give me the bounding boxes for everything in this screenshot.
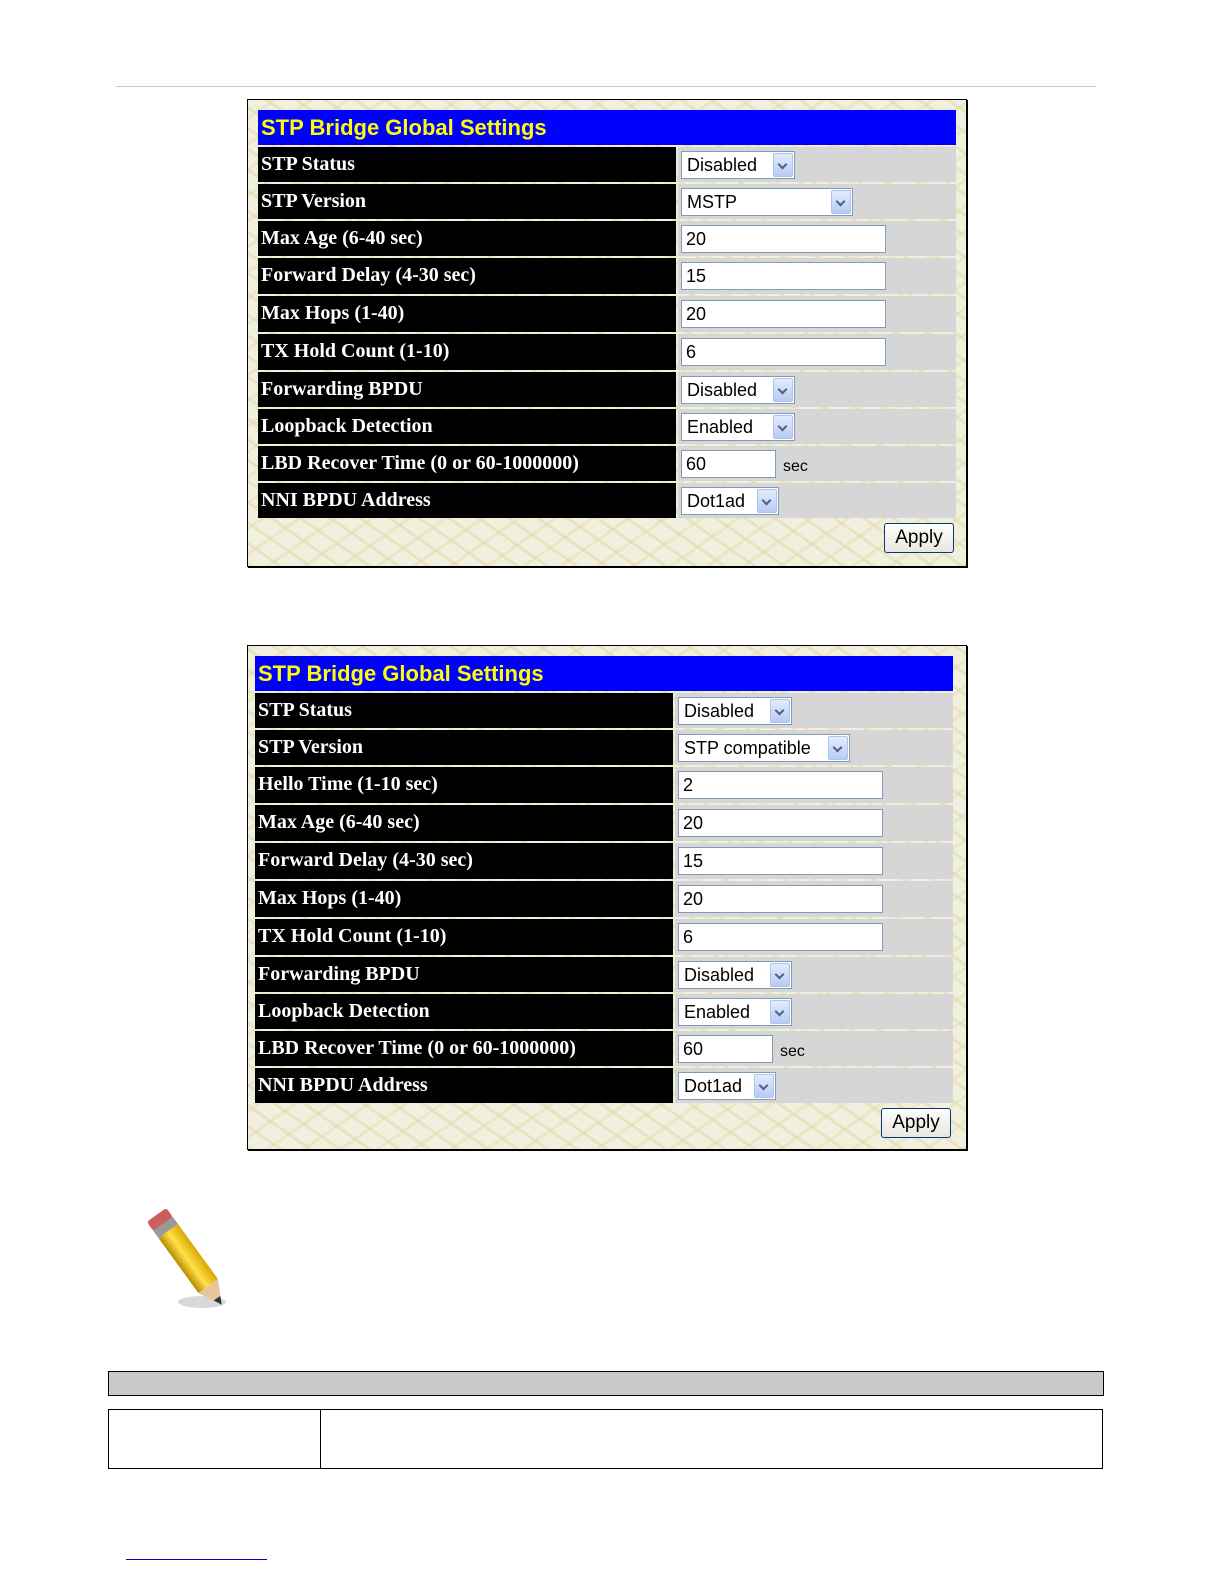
stp-status-select[interactable] (678, 697, 792, 725)
tx-hold-count-input[interactable]: 6 (678, 923, 883, 951)
forward-delay-input[interactable]: 15 (678, 847, 883, 875)
max-hops-input[interactable]: 20 (681, 300, 886, 328)
select-value: MSTP (687, 191, 738, 212)
row-loopback-detection (258, 409, 956, 444)
stp-version-select[interactable] (678, 734, 850, 762)
select-value: Enabled (684, 1001, 751, 1022)
row-forwarding-bpdu (258, 372, 956, 407)
select-value: Dot1ad (687, 490, 746, 511)
row-hello-time (255, 767, 953, 803)
field-label: Forward Delay (4-30 sec) (255, 843, 673, 879)
field-label: Max Hops (1-40) (255, 881, 673, 917)
row-max-age (255, 805, 953, 841)
footer-rule (126, 1559, 267, 1560)
row-max-hops (255, 881, 953, 917)
table-header-bar (108, 1371, 1104, 1396)
field-label: LBD Recover Time (0 or 60-1000000) (255, 1031, 673, 1066)
nni-bpdu-address-select[interactable] (681, 487, 779, 515)
select-value: STP compatible (684, 737, 811, 758)
nni-bpdu-address-select[interactable] (678, 1072, 776, 1100)
row-stp-version (255, 730, 953, 765)
stp-version-select[interactable] (681, 188, 853, 216)
tx-hold-count-input[interactable]: 6 (681, 338, 886, 366)
header-rule (116, 86, 1096, 87)
field-label: Forwarding BPDU (255, 957, 673, 992)
apply-row (258, 520, 956, 560)
chevron-down-icon (828, 736, 848, 760)
field-label: NNI BPDU Address (255, 1068, 673, 1103)
column-divider (320, 1410, 321, 1468)
pencil-icon (140, 1202, 240, 1320)
forwarding-bpdu-select[interactable] (681, 376, 795, 404)
field-label: NNI BPDU Address (258, 483, 676, 518)
loopback-detection-select[interactable] (678, 998, 792, 1026)
row-stp-status (255, 693, 953, 728)
chevron-down-icon (773, 378, 793, 402)
row-loopback-detection (255, 994, 953, 1029)
stp-status-select[interactable] (681, 151, 795, 179)
select-value: Disabled (687, 379, 758, 400)
forwarding-bpdu-select[interactable] (678, 961, 792, 989)
chevron-down-icon (831, 190, 851, 214)
field-label: Hello Time (1-10 sec) (255, 767, 673, 803)
row-lbd-recover-time (255, 1031, 953, 1066)
row-forward-delay (255, 843, 953, 879)
field-label: Max Hops (1-40) (258, 296, 676, 332)
row-max-hops (258, 296, 956, 332)
max-age-input[interactable]: 20 (681, 225, 886, 253)
select-value: Disabled (684, 964, 755, 985)
chevron-down-icon (757, 489, 777, 513)
chevron-down-icon (754, 1074, 774, 1098)
row-stp-version (258, 184, 956, 219)
field-label: TX Hold Count (1-10) (258, 334, 676, 370)
chevron-down-icon (770, 1000, 790, 1024)
field-label: STP Status (258, 147, 676, 182)
apply-row (255, 1105, 953, 1145)
row-nni-bpdu-address (258, 483, 956, 518)
field-label: TX Hold Count (1-10) (255, 919, 673, 955)
chevron-down-icon (770, 963, 790, 987)
field-label: LBD Recover Time (0 or 60-1000000) (258, 446, 676, 481)
select-value: Disabled (687, 154, 758, 175)
lbd-recover-time-input[interactable]: 60 (678, 1035, 773, 1063)
row-stp-status (258, 147, 956, 182)
chevron-down-icon (773, 153, 793, 177)
field-label: Loopback Detection (258, 409, 676, 444)
chevron-down-icon (773, 415, 793, 439)
max-age-input[interactable]: 20 (678, 809, 883, 837)
field-label: STP Version (255, 730, 673, 765)
field-label: Loopback Detection (255, 994, 673, 1029)
chevron-down-icon (770, 699, 790, 723)
field-label: Forward Delay (4-30 sec) (258, 258, 676, 294)
hello-time-input[interactable]: 2 (678, 771, 883, 799)
panel-title: STP Bridge Global Settings (255, 656, 953, 691)
lbd-recover-time-input[interactable]: 60 (681, 450, 776, 478)
field-label: STP Version (258, 184, 676, 219)
field-label: Forwarding BPDU (258, 372, 676, 407)
description-table (108, 1409, 1103, 1469)
row-forwarding-bpdu (255, 957, 953, 992)
select-value: Enabled (687, 416, 754, 437)
row-lbd-recover-time (258, 446, 956, 481)
unit-label: sec (780, 1042, 805, 1060)
unit-label: sec (783, 457, 808, 475)
select-value: Dot1ad (684, 1075, 743, 1096)
field-label: Max Age (6-40 sec) (258, 221, 676, 256)
panel-title: STP Bridge Global Settings (258, 110, 956, 145)
row-nni-bpdu-address (255, 1068, 953, 1103)
stp-settings-panel-stp-compatible (247, 645, 967, 1150)
loopback-detection-select[interactable] (681, 413, 795, 441)
apply-button[interactable]: Apply (884, 523, 954, 553)
row-forward-delay (258, 258, 956, 294)
max-hops-input[interactable]: 20 (678, 885, 883, 913)
row-max-age (258, 221, 956, 256)
row-tx-hold-count (258, 334, 956, 370)
stp-settings-panel-mstp (247, 99, 967, 567)
field-label: STP Status (255, 693, 673, 728)
field-label: Max Age (6-40 sec) (255, 805, 673, 841)
select-value: Disabled (684, 700, 755, 721)
apply-button[interactable]: Apply (881, 1108, 951, 1138)
row-tx-hold-count (255, 919, 953, 955)
forward-delay-input[interactable]: 15 (681, 262, 886, 290)
